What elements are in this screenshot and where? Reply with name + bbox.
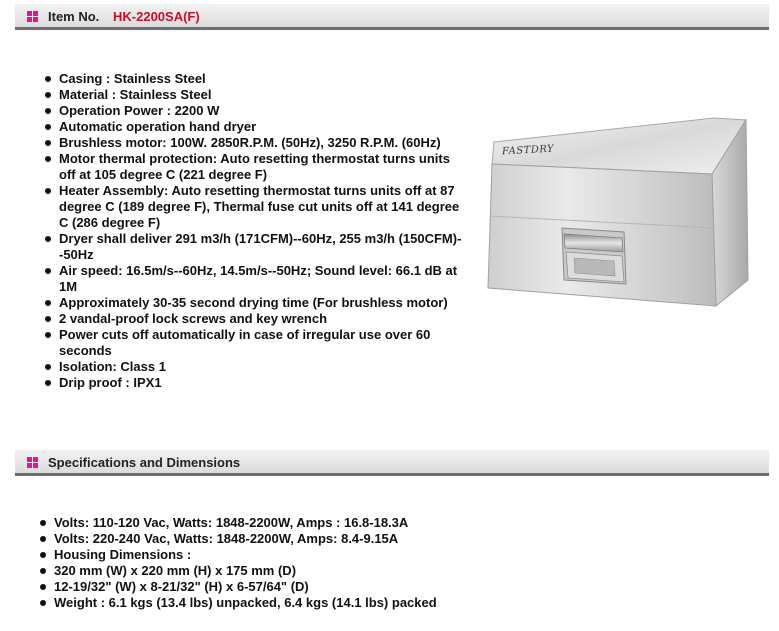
list-item: Material : Stainless Steel (44, 87, 464, 103)
list-item: Casing : Stainless Steel (44, 71, 464, 87)
list-item: Volts: 220-240 Vac, Watts: 1848-2200W, Amps: 8.4-9.15A (39, 531, 469, 547)
feature-list (44, 71, 464, 391)
item-header (15, 4, 769, 30)
list-item: Heater Assembly: Auto resetting thermostat turns units off at 87 degree C (189 degree F), Thermal fuse cut units off at 141 degree C (286 degree F) (44, 183, 464, 231)
list-item: Operation Power : 2200 W (44, 103, 464, 119)
grid-bullet-icon (27, 11, 38, 22)
list-item: 320 mm (W) x 220 mm (H) x 175 mm (D) (39, 563, 469, 579)
item-number: HK-2200SA(F) (113, 9, 200, 24)
list-item: Air speed: 16.5m/s--60Hz, 14.5m/s--50Hz; Sound level: 66.1 dB at 1M (44, 263, 464, 295)
specs-header (15, 450, 769, 476)
list-item: 2 vandal-proof lock screws and key wrench (44, 311, 464, 327)
list-item: 12-19/32" (W) x 8-21/32" (H) x 6-57/64" (D) (39, 579, 469, 595)
list-item: Power cuts off automatically in case of irregular use over 60 seconds (44, 327, 464, 359)
list-item: Volts: 110-120 Vac, Watts: 1848-2200W, Amps : 16.8-18.3A (39, 515, 469, 531)
grid-bullet-icon (27, 457, 38, 468)
list-item: Drip proof : IPX1 (44, 375, 464, 391)
list-item: Weight : 6.1 kgs (13.4 lbs) unpacked, 6.4 kgs (14.1 lbs) packed (39, 595, 469, 611)
product-image (484, 112, 752, 310)
list-item: Dryer shall deliver 291 m3/h (171CFM)--60Hz, 255 m3/h (150CFM)--50Hz (44, 231, 464, 263)
brand-logo: FASTDRY (501, 143, 555, 158)
list-item: Isolation: Class 1 (44, 359, 464, 375)
specs-list (39, 515, 469, 611)
hand-dryer-illustration (484, 112, 752, 310)
list-item: Approximately 30-35 second drying time (For brushless motor) (44, 295, 464, 311)
specs-title: Specifications and Dimensions (48, 455, 241, 470)
item-label: Item No. (48, 9, 100, 24)
list-item: Housing Dimensions : (39, 547, 469, 563)
list-item: Brushless motor: 100W. 2850R.P.M. (50Hz), 3250 R.P.M. (60Hz) (44, 135, 464, 151)
list-item: Motor thermal protection: Auto resetting thermostat turns units off at 105 degree C (221 degree F) (44, 151, 464, 183)
list-item: Automatic operation hand dryer (44, 119, 464, 135)
